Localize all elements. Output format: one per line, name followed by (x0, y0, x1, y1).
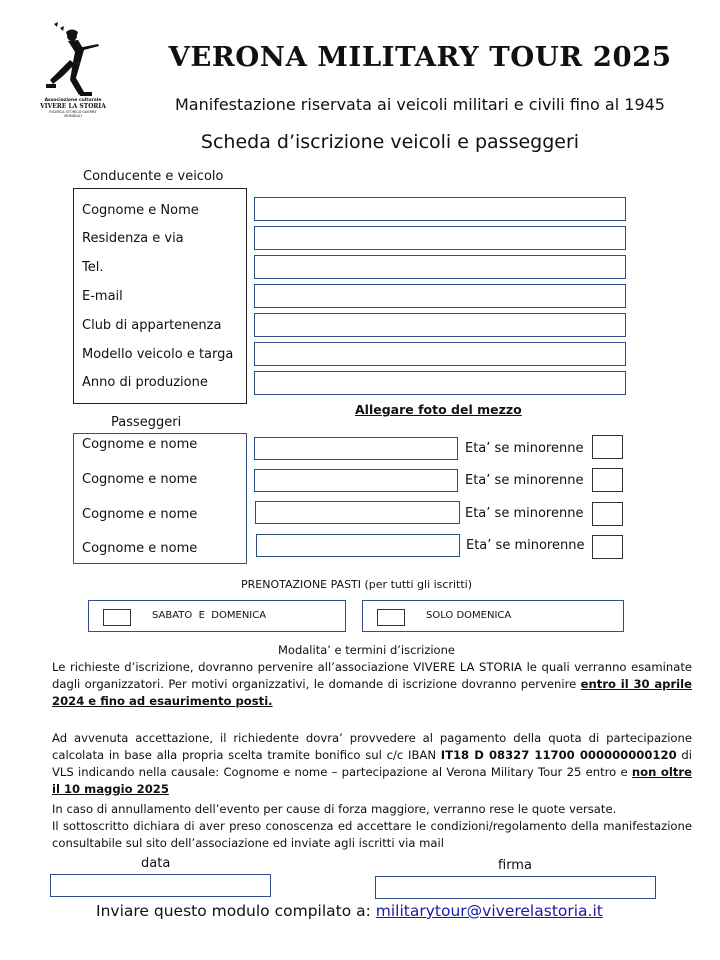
driver-label-name: Cognome e Nome (82, 203, 199, 218)
driver-label-tel: Tel. (82, 260, 104, 275)
form-heading: Scheda d’iscrizione veicoli e passeggeri (200, 131, 580, 153)
footer-email-link[interactable]: militarytour@viverelastoria.it (375, 902, 603, 920)
passenger-label-3: Cognome e nome (82, 507, 198, 522)
footer-text: Inviare questo modulo compilato a: (96, 902, 376, 920)
driver-vehicle-field[interactable] (254, 342, 626, 366)
meals-sunday-checkbox[interactable] (377, 609, 405, 626)
meals-option-sunday[interactable] (362, 600, 624, 632)
terms-p2-deadline: non oltre il 10 maggio 2025 (52, 765, 692, 796)
terms-p1-deadline: entro il 30 aprile 2024 e fino ad esaurimento posti. (52, 677, 692, 708)
meals-weekend-checkbox[interactable] (103, 609, 131, 626)
driver-email-field[interactable] (254, 284, 626, 308)
soldier-icon (40, 20, 106, 98)
meals-weekend-label: SABATO E DOMENICA (152, 610, 267, 621)
logo-line3: RICERCA STORICA GUERRE MONDIALI (49, 110, 97, 118)
driver-label-email: E-mail (82, 289, 123, 304)
passenger-3-field[interactable] (255, 501, 460, 524)
driver-club-field[interactable] (254, 313, 626, 337)
terms-paragraph-4: Il sottoscritto dichiara di aver preso conoscenza ed accettare le condizioni/regolamento della manifestazione consultabile sul sito dell’associazione ed inviate agli iscritti via mail (52, 819, 692, 850)
passenger-4-age-box[interactable] (592, 535, 623, 559)
terms-p2-text2: di VLS indicando nella causale: Cognome e nome – partecipazione al Verona Military Tour 25 entro e (52, 748, 692, 779)
photo-note: Allegare foto del mezzo (355, 402, 522, 417)
passenger-2-age-box[interactable] (592, 468, 623, 492)
footer-instruction (96, 902, 603, 920)
driver-label-club: Club di appartenenza (82, 318, 222, 333)
page-title: VERONA MILITARY TOUR 2025 (168, 42, 672, 73)
signature-label: firma (498, 858, 532, 873)
association-logo (40, 20, 106, 124)
logo-line2: VIVERE LA STORIA (40, 103, 106, 110)
driver-tel-field[interactable] (254, 255, 626, 279)
terms-paragraph-2 (52, 730, 692, 798)
passenger-age-label-3: Eta’ se minorenne (465, 506, 584, 521)
passenger-label-2: Cognome e nome (82, 472, 198, 487)
driver-label-residence: Residenza e via (82, 231, 184, 246)
logo-line1: Associazione culturale (44, 98, 102, 103)
terms-paragraph-3: In caso di annullamento dell’evento per cause di forza maggiore, verranno rese le quote versate. (52, 802, 617, 816)
meals-sunday-label: SOLO DOMENICA (426, 610, 512, 621)
passenger-age-label-2: Eta’ se minorenne (465, 473, 584, 488)
terms-p2-iban: IT18 D 08327 11700 000000000120 (440, 748, 677, 762)
passengers-section-title: Passeggeri (111, 415, 182, 430)
meals-title: PRENOTAZIONE PASTI (per tutti gli iscritti) (241, 578, 473, 591)
terms-p2-text: Ad avvenuta accettazione, il richiedente dovra’ provvedere al pagamento della quota di partecipazione calcolata in base alla propria scelta tramite bonifico sul c/c IBAN (52, 731, 692, 762)
meals-option-weekend[interactable] (88, 600, 346, 632)
passenger-3-age-box[interactable] (592, 502, 623, 526)
passenger-1-field[interactable] (254, 437, 458, 460)
terms-p1-text: Le richieste d’iscrizione, dovranno pervenire all’associazione VIVERE LA STORIA le quali verranno esaminate dagli organizzatori. Per motivi organizzativi, le domande di iscrizione dovranno pervenire (52, 660, 692, 691)
passenger-2-field[interactable] (254, 469, 458, 492)
driver-residence-field[interactable] (254, 226, 626, 250)
signature-field[interactable] (375, 876, 656, 899)
driver-name-field[interactable] (254, 197, 626, 221)
passenger-label-1: Cognome e nome (82, 437, 198, 452)
date-label: data (141, 856, 171, 871)
terms-title: Modalita’ e termini d’iscrizione (278, 643, 455, 657)
driver-year-field[interactable] (254, 371, 626, 395)
driver-section-title: Conducente e veicolo (83, 169, 224, 184)
driver-label-year: Anno di produzione (82, 375, 208, 390)
passenger-age-label-1: Eta’ se minorenne (465, 441, 584, 456)
date-field[interactable] (50, 874, 271, 897)
page-subtitle: Manifestazione riservata ai veicoli militari e civili fino al 1945 (175, 95, 665, 114)
terms-paragraph-1 (52, 659, 692, 710)
driver-label-vehicle: Modello veicolo e targa (82, 347, 234, 362)
passenger-age-label-4: Eta’ se minorenne (466, 538, 585, 553)
passenger-label-4: Cognome e nome (82, 541, 198, 556)
passenger-1-age-box[interactable] (592, 435, 623, 459)
passenger-4-field[interactable] (256, 534, 460, 557)
